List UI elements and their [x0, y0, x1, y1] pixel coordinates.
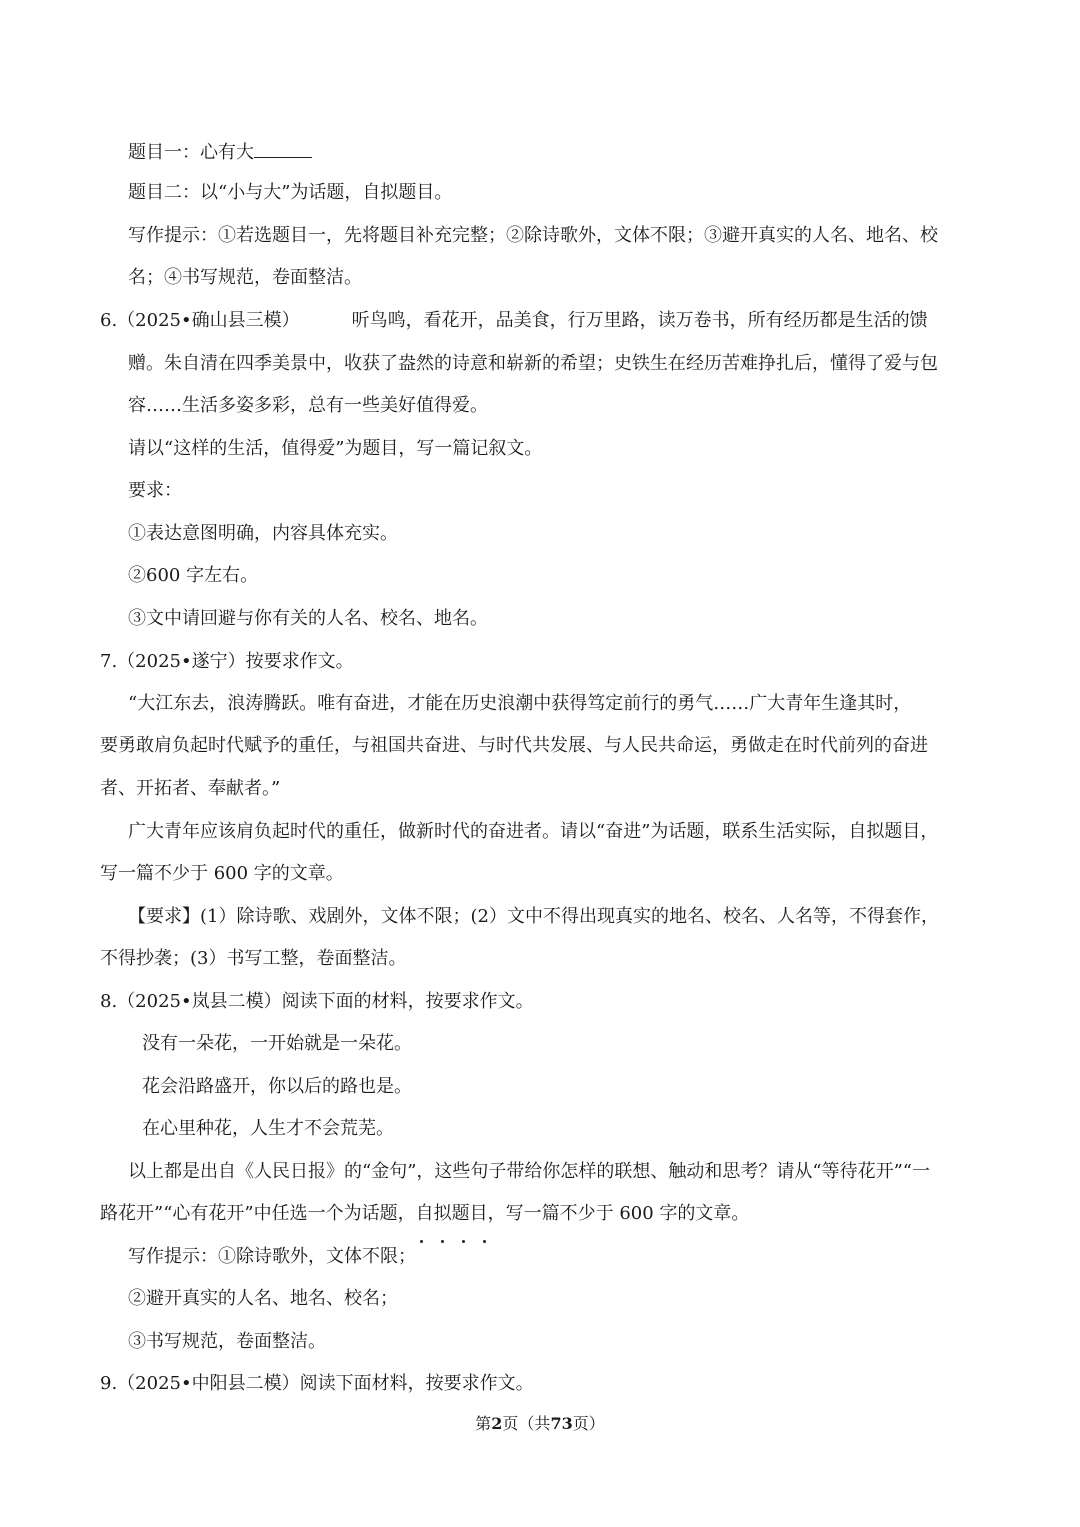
writing-tips: 写作提示：①若选题目一，先将题目补充完整；②除诗歌外，文体不限；③避开真实的人名、地名、校	[128, 225, 938, 246]
question-6-requirements-label: 要求：	[128, 480, 182, 501]
question-7-requirements: 不得抄袭；(3）书写工整，卷面整洁。	[100, 948, 407, 969]
page-footer	[0, 1413, 1080, 1435]
question-6-line: 容……生活多姿多彩，总有一些美好值得爱。	[128, 395, 488, 416]
question-6-requirement: ②600 字左右。	[128, 565, 259, 586]
question-8-tips: ③书写规范，卷面整洁。	[128, 1331, 326, 1352]
topic-one	[128, 139, 312, 165]
question-8-quote: 没有一朵花，一开始就是一朵花。	[142, 1033, 412, 1054]
page-number: 2	[491, 1414, 503, 1433]
question-8-tips: 写作提示：①除诗歌外，文体不限；	[128, 1246, 416, 1267]
question-6-requirement: ①表达意图明确，内容具体充实。	[128, 523, 398, 544]
footer-prefix: 第	[475, 1414, 492, 1433]
writing-tips-cont: 名；④书写规范，卷面整洁。	[128, 267, 362, 288]
question-8-prompt-text: 路花开”“心有花开”中任选一个为话题，自拟题目，写一篇不少于 600 字的文章。	[100, 1203, 750, 1224]
question-7-quote: “大江东去，浪涛腾跃。唯有奋进，才能在历史浪潮中获得笃定前行的勇气……广大青年生逢其时，	[128, 693, 912, 714]
question-7-prompt: 写一篇不少于 600 字的文章。	[100, 863, 344, 884]
question-8-tips: ②避开真实的人名、地名、校名；	[128, 1288, 398, 1309]
question-7-requirements: 【要求】(1）除诗歌、戏剧外，文体不限；(2）文中不得出现真实的地名、校名、人名等，不得套作，	[128, 906, 939, 927]
topic-one-text: 题目一：心有大	[128, 142, 254, 163]
question-6-line: 赠。朱自清在四季美景中，收获了盎然的诗意和崭新的希望；史铁生在经历苦难挣扎后，懂得了爱与包	[128, 353, 938, 374]
question-8-heading: 8.（2025•岚县二模）阅读下面的材料，按要求作文。	[100, 991, 534, 1012]
page-total: 73	[550, 1414, 573, 1433]
question-9-heading: 9.（2025•中阳县二模）阅读下面材料，按要求作文。	[100, 1373, 534, 1394]
question-7-heading: 7.（2025•遂宁）按要求作文。	[100, 651, 354, 672]
footer-middle: 页（共	[502, 1414, 551, 1433]
question-6-prompt: 请以“这样的生活，值得爱”为题目，写一篇记叙文。	[128, 438, 543, 459]
emphasis-dots	[420, 1226, 500, 1232]
topic-two: 题目二：以“小与大”为话题，自拟题目。	[128, 182, 453, 203]
question-7-quote: 要勇敢肩负起时代赋予的重任，与祖国共奋进、与时代共发展、与人民共命运，勇做走在时代前列的奋进	[100, 735, 928, 756]
question-6-label: 6.（2025•确山县三模）	[100, 310, 300, 331]
question-6-heading	[100, 309, 928, 333]
question-8-prompt: 以上都是出自《人民日报》的“金句”，这些句子带给你怎样的联想、触动和思考？请从“等待花开”“一	[128, 1161, 931, 1182]
question-6-requirement: ③文中请回避与你有关的人名、校名、地名。	[128, 608, 488, 629]
question-6-text: 听鸟鸣，看花开，品美食，行万里路，读万卷书，所有经历都是生活的馈	[351, 310, 928, 331]
question-7-prompt: 广大青年应该肩负起时代的重任，做新时代的奋进者。请以“奋进”为话题，联系生活实际，自拟题目，	[128, 821, 939, 842]
question-7-quote: 者、开拓者、奉献者。”	[100, 778, 281, 799]
question-8-prompt	[100, 1202, 1080, 1226]
fill-blank	[254, 139, 312, 158]
footer-suffix: 页）	[572, 1414, 605, 1433]
question-8-quote: 花会沿路盛开，你以后的路也是。	[142, 1076, 412, 1097]
question-8-quote: 在心里种花，人生才不会荒芜。	[142, 1118, 394, 1139]
